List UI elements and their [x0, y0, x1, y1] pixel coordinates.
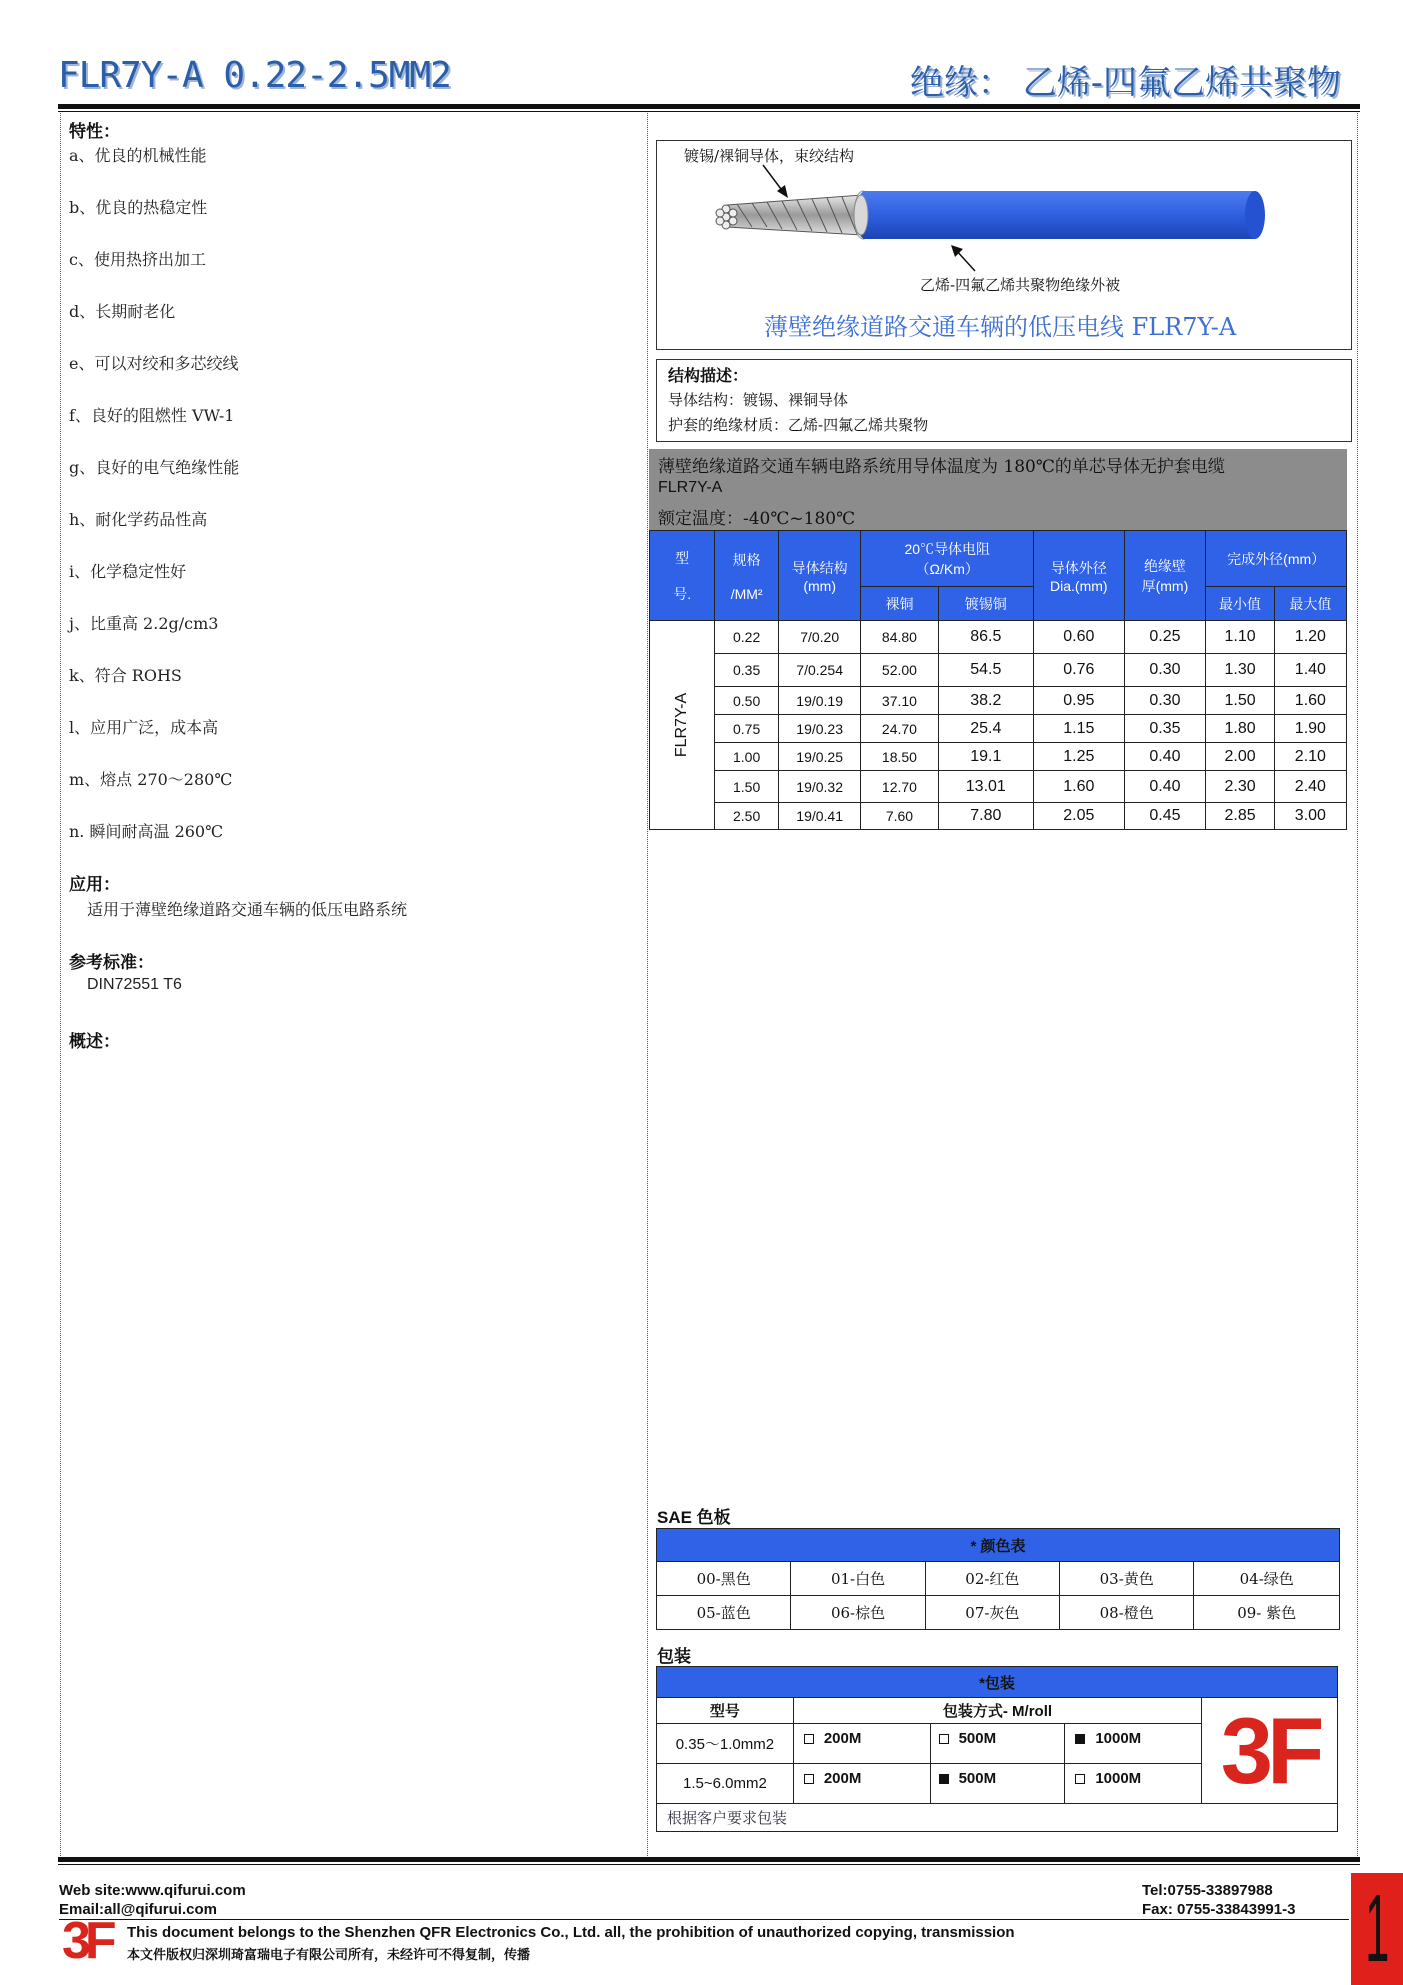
- spec-intro-band: [649, 449, 1347, 530]
- cell-od: 1.60: [1034, 771, 1124, 803]
- cell-struct: 7/0.254: [778, 654, 860, 687]
- cell-bare: 37.10: [861, 687, 938, 715]
- cell-bare: 7.60: [861, 803, 938, 830]
- cell-ins: 0.35: [1124, 715, 1206, 743]
- packing-model: 0.35～1.0mm2: [657, 1724, 794, 1764]
- cell-struct: 7/0.20: [778, 621, 860, 654]
- spec-intro-line: 薄壁绝缘道路交通车辆电路系统用导体温度为 180℃的单芯导体无护套电缆: [658, 457, 1225, 477]
- cell-bare: 12.70: [861, 771, 938, 803]
- footer-tel: Tel:0755-33897988: [1142, 1882, 1273, 1899]
- spec-temp-line: 额定温度：-40℃~180℃: [658, 509, 856, 529]
- structure-conductor: 导体结构：镀锡、裸铜导体: [668, 391, 849, 409]
- page-number: 1: [1365, 1875, 1390, 1982]
- packing-note: 根据客户要求包装: [657, 1804, 1338, 1832]
- cable-illustration-box: [656, 140, 1352, 350]
- packing-option[interactable]: 200M: [793, 1764, 930, 1804]
- color-table: [656, 1528, 1340, 1630]
- page-number-badge: [1351, 1873, 1403, 1985]
- feature-item: a、优良的机械性能: [69, 146, 207, 165]
- feature-item: i、化学稳定性好: [69, 562, 187, 581]
- packing-option[interactable]: 500M: [930, 1764, 1065, 1804]
- cell-tin: 54.5: [938, 654, 1034, 687]
- cable-title: 薄壁绝缘道路交通车辆的低压电线 FLR7Y-A: [764, 313, 1237, 341]
- table-row: [650, 654, 1347, 687]
- feature-item: b、优良的热稳定性: [69, 198, 208, 217]
- cell-od: 0.95: [1034, 687, 1124, 715]
- cell-min: 1.10: [1206, 621, 1274, 654]
- header-structure: 导体结构 (mm): [778, 531, 860, 621]
- footer-email[interactable]: Email:all@qifurui.com: [59, 1901, 217, 1918]
- checkbox-icon[interactable]: [1075, 1774, 1085, 1784]
- cell-ins: 0.30: [1124, 687, 1206, 715]
- cell-min: 2.85: [1206, 803, 1274, 830]
- cell-spec: 1.00: [715, 743, 779, 771]
- header-rule-thin: [58, 111, 1360, 112]
- header-bare-copper: 裸铜: [861, 587, 938, 621]
- cell-ins: 0.30: [1124, 654, 1206, 687]
- header-insulation-thickness: 绝缘壁 厚(mm): [1124, 531, 1206, 621]
- features-heading: 特性：: [69, 122, 120, 141]
- feature-item: n. 瞬间耐高温 260℃: [69, 822, 224, 841]
- color-cell: 03-黄色: [1060, 1562, 1194, 1596]
- sae-heading: SAE 色板: [657, 1508, 731, 1527]
- cell-spec: 2.50: [715, 803, 779, 830]
- cell-tin: 86.5: [938, 621, 1034, 654]
- cell-struct: 19/0.32: [778, 771, 860, 803]
- color-cell: 07-灰色: [925, 1596, 1059, 1630]
- cell-tin: 19.1: [938, 743, 1034, 771]
- cell-max: 1.90: [1274, 715, 1346, 743]
- footer-website[interactable]: Web site:www.qifurui.com: [59, 1882, 246, 1899]
- cell-ins: 0.40: [1124, 743, 1206, 771]
- checkbox-icon[interactable]: [804, 1774, 814, 1784]
- packing-header-model: 型号: [657, 1698, 794, 1724]
- feature-item: e、可以对绞和多芯绞线: [69, 354, 239, 373]
- color-table-title: * 颜色表: [657, 1529, 1340, 1562]
- spec-model-line: FLR7Y-A: [658, 479, 723, 496]
- feature-item: m、熔点 270～280℃: [69, 770, 233, 789]
- footer-logo: 3F: [62, 1912, 111, 1970]
- header-resistance: 20℃导体电阻 （Ω/Km）: [861, 531, 1034, 587]
- cell-spec: 0.50: [715, 687, 779, 715]
- checkbox-icon[interactable]: [939, 1734, 949, 1744]
- table-row: [650, 687, 1347, 715]
- cell-max: 2.40: [1274, 771, 1346, 803]
- feature-item: k、符合 ROHS: [69, 666, 182, 685]
- feature-item: j、比重高 2.2g/cm3: [69, 614, 219, 633]
- structure-box: [656, 359, 1352, 442]
- conductor-label: 镀锡/裸铜导体，束绞结构: [684, 147, 855, 165]
- color-cell: 05-蓝色: [657, 1596, 791, 1630]
- cell-od: 1.15: [1034, 715, 1124, 743]
- cell-bare: 52.00: [861, 654, 938, 687]
- column-divider: [647, 113, 648, 1858]
- cell-min: 2.30: [1206, 771, 1274, 803]
- checkbox-checked-icon[interactable]: [939, 1774, 949, 1784]
- color-cell: 08-橙色: [1060, 1596, 1194, 1630]
- packing-table-title: *包装: [657, 1667, 1338, 1698]
- cell-struct: 19/0.25: [778, 743, 860, 771]
- footer-rule-thin: [58, 1864, 1360, 1865]
- cell-tin: 25.4: [938, 715, 1034, 743]
- standard-heading: 参考标准：: [69, 953, 154, 972]
- cell-max: 3.00: [1274, 803, 1346, 830]
- table-row: [650, 803, 1347, 830]
- color-cell: 04-绿色: [1194, 1562, 1340, 1596]
- cell-tin: 7.80: [938, 803, 1034, 830]
- cell-tin: 38.2: [938, 687, 1034, 715]
- cell-bare: 24.70: [861, 715, 938, 743]
- footer-rule: [58, 1857, 1360, 1862]
- cell-max: 1.60: [1274, 687, 1346, 715]
- cell-bare: 84.80: [861, 621, 938, 654]
- cell-struct: 19/0.19: [778, 687, 860, 715]
- cell-ins: 0.45: [1124, 803, 1206, 830]
- cell-bare: 18.50: [861, 743, 938, 771]
- cell-spec: 0.22: [715, 621, 779, 654]
- structure-insulation: 护套的绝缘材质：乙烯-四氟乙烯共聚物: [668, 416, 929, 434]
- application-text: 适用于薄壁绝缘道路交通车辆的低压电路系统: [87, 900, 408, 919]
- model-cell: FLR7Y-A: [650, 621, 715, 830]
- cell-tin: 13.01: [938, 771, 1034, 803]
- feature-item: h、耐化学药品性高: [69, 510, 208, 529]
- table-row: [650, 621, 1347, 654]
- footer-notice-cn: 本文件版权归深圳琦富瑞电子有限公司所有，未经许可不得复制，传播: [127, 1947, 531, 1962]
- cell-max: 1.40: [1274, 654, 1346, 687]
- footer-fax: Fax: 0755-33843991-3: [1142, 1901, 1296, 1918]
- header-spec: 规格 /MM²: [715, 531, 779, 621]
- cell-min: 1.80: [1206, 715, 1274, 743]
- cell-struct: 19/0.23: [778, 715, 860, 743]
- logo-3f: 3F: [1202, 1698, 1338, 1804]
- cell-min: 1.50: [1206, 687, 1274, 715]
- cell-spec: 0.35: [715, 654, 779, 687]
- cell-max: 2.10: [1274, 743, 1346, 771]
- cell-min: 2.00: [1206, 743, 1274, 771]
- standard-text: DIN72551 T6: [87, 976, 182, 993]
- packing-option[interactable]: 200M: [793, 1724, 930, 1764]
- packing-table: [656, 1666, 1338, 1832]
- table-row: [650, 715, 1347, 743]
- spec-table: [649, 530, 1347, 830]
- cell-max: 1.20: [1274, 621, 1346, 654]
- feature-item: d、长期耐老化: [69, 302, 176, 321]
- feature-item: g、良好的电气绝缘性能: [69, 458, 240, 477]
- table-row: [650, 743, 1347, 771]
- header-min: 最小值: [1206, 587, 1274, 621]
- cell-od: 1.25: [1034, 743, 1124, 771]
- overview-heading: 概述：: [69, 1032, 120, 1051]
- document-title: FLR7Y-A 0.22-2.5MM2: [58, 55, 451, 96]
- packing-option[interactable]: 1000M: [1065, 1724, 1202, 1764]
- checkbox-checked-icon[interactable]: [1075, 1734, 1085, 1744]
- cell-ins: 0.40: [1124, 771, 1206, 803]
- cell-min: 1.30: [1206, 654, 1274, 687]
- cell-od: 0.60: [1034, 621, 1124, 654]
- header-rule: [58, 104, 1360, 109]
- color-cell: 01-白色: [791, 1562, 925, 1596]
- footer-notice-en: This document belongs to the Shenzhen QFR Electronics Co., Ltd. all, the prohibition of unauthorized copying, transmission: [127, 1924, 1015, 1941]
- packing-option[interactable]: 500M: [930, 1724, 1065, 1764]
- header-finished-od: 完成外径(mm）: [1206, 531, 1347, 587]
- header-model: 型 号.: [650, 531, 715, 621]
- structure-heading: 结构描述：: [668, 368, 749, 385]
- color-cell: 02-红色: [925, 1562, 1059, 1596]
- table-row: [650, 771, 1347, 803]
- feature-item: f、良好的阻燃性 VW-1: [69, 406, 235, 425]
- color-cell: 06-棕色: [791, 1596, 925, 1630]
- application-heading: 应用：: [69, 875, 120, 894]
- insulation-heading: 绝缘： 乙烯-四氟乙烯共聚物: [909, 63, 1341, 103]
- feature-item: c、使用热挤出加工: [69, 250, 206, 269]
- header-conductor-od: 导体外径 Dia.(mm): [1034, 531, 1124, 621]
- checkbox-icon[interactable]: [804, 1734, 814, 1744]
- frame-left: [60, 113, 61, 1858]
- cell-spec: 0.75: [715, 715, 779, 743]
- frame-right: [1357, 113, 1358, 1858]
- cell-spec: 1.50: [715, 771, 779, 803]
- cell-ins: 0.25: [1124, 621, 1206, 654]
- color-cell: 00-黑色: [657, 1562, 791, 1596]
- header-tinned-copper: 镀锡铜: [938, 587, 1034, 621]
- packing-heading: 包装: [657, 1647, 691, 1666]
- cell-od: 2.05: [1034, 803, 1124, 830]
- cell-struct: 19/0.41: [778, 803, 860, 830]
- packing-model: 1.5~6.0mm2: [657, 1764, 794, 1804]
- packing-header-method: 包装方式- M/roll: [793, 1698, 1201, 1724]
- feature-item: l、应用广泛，成本高: [69, 718, 219, 737]
- cell-od: 0.76: [1034, 654, 1124, 687]
- header-max: 最大值: [1274, 587, 1346, 621]
- packing-option[interactable]: 1000M: [1065, 1764, 1202, 1804]
- footer-divider: [59, 1919, 1349, 1920]
- color-cell: 09- 紫色: [1194, 1596, 1340, 1630]
- insulation-label: 乙烯-四氟乙烯共聚物绝缘外被: [920, 276, 1121, 294]
